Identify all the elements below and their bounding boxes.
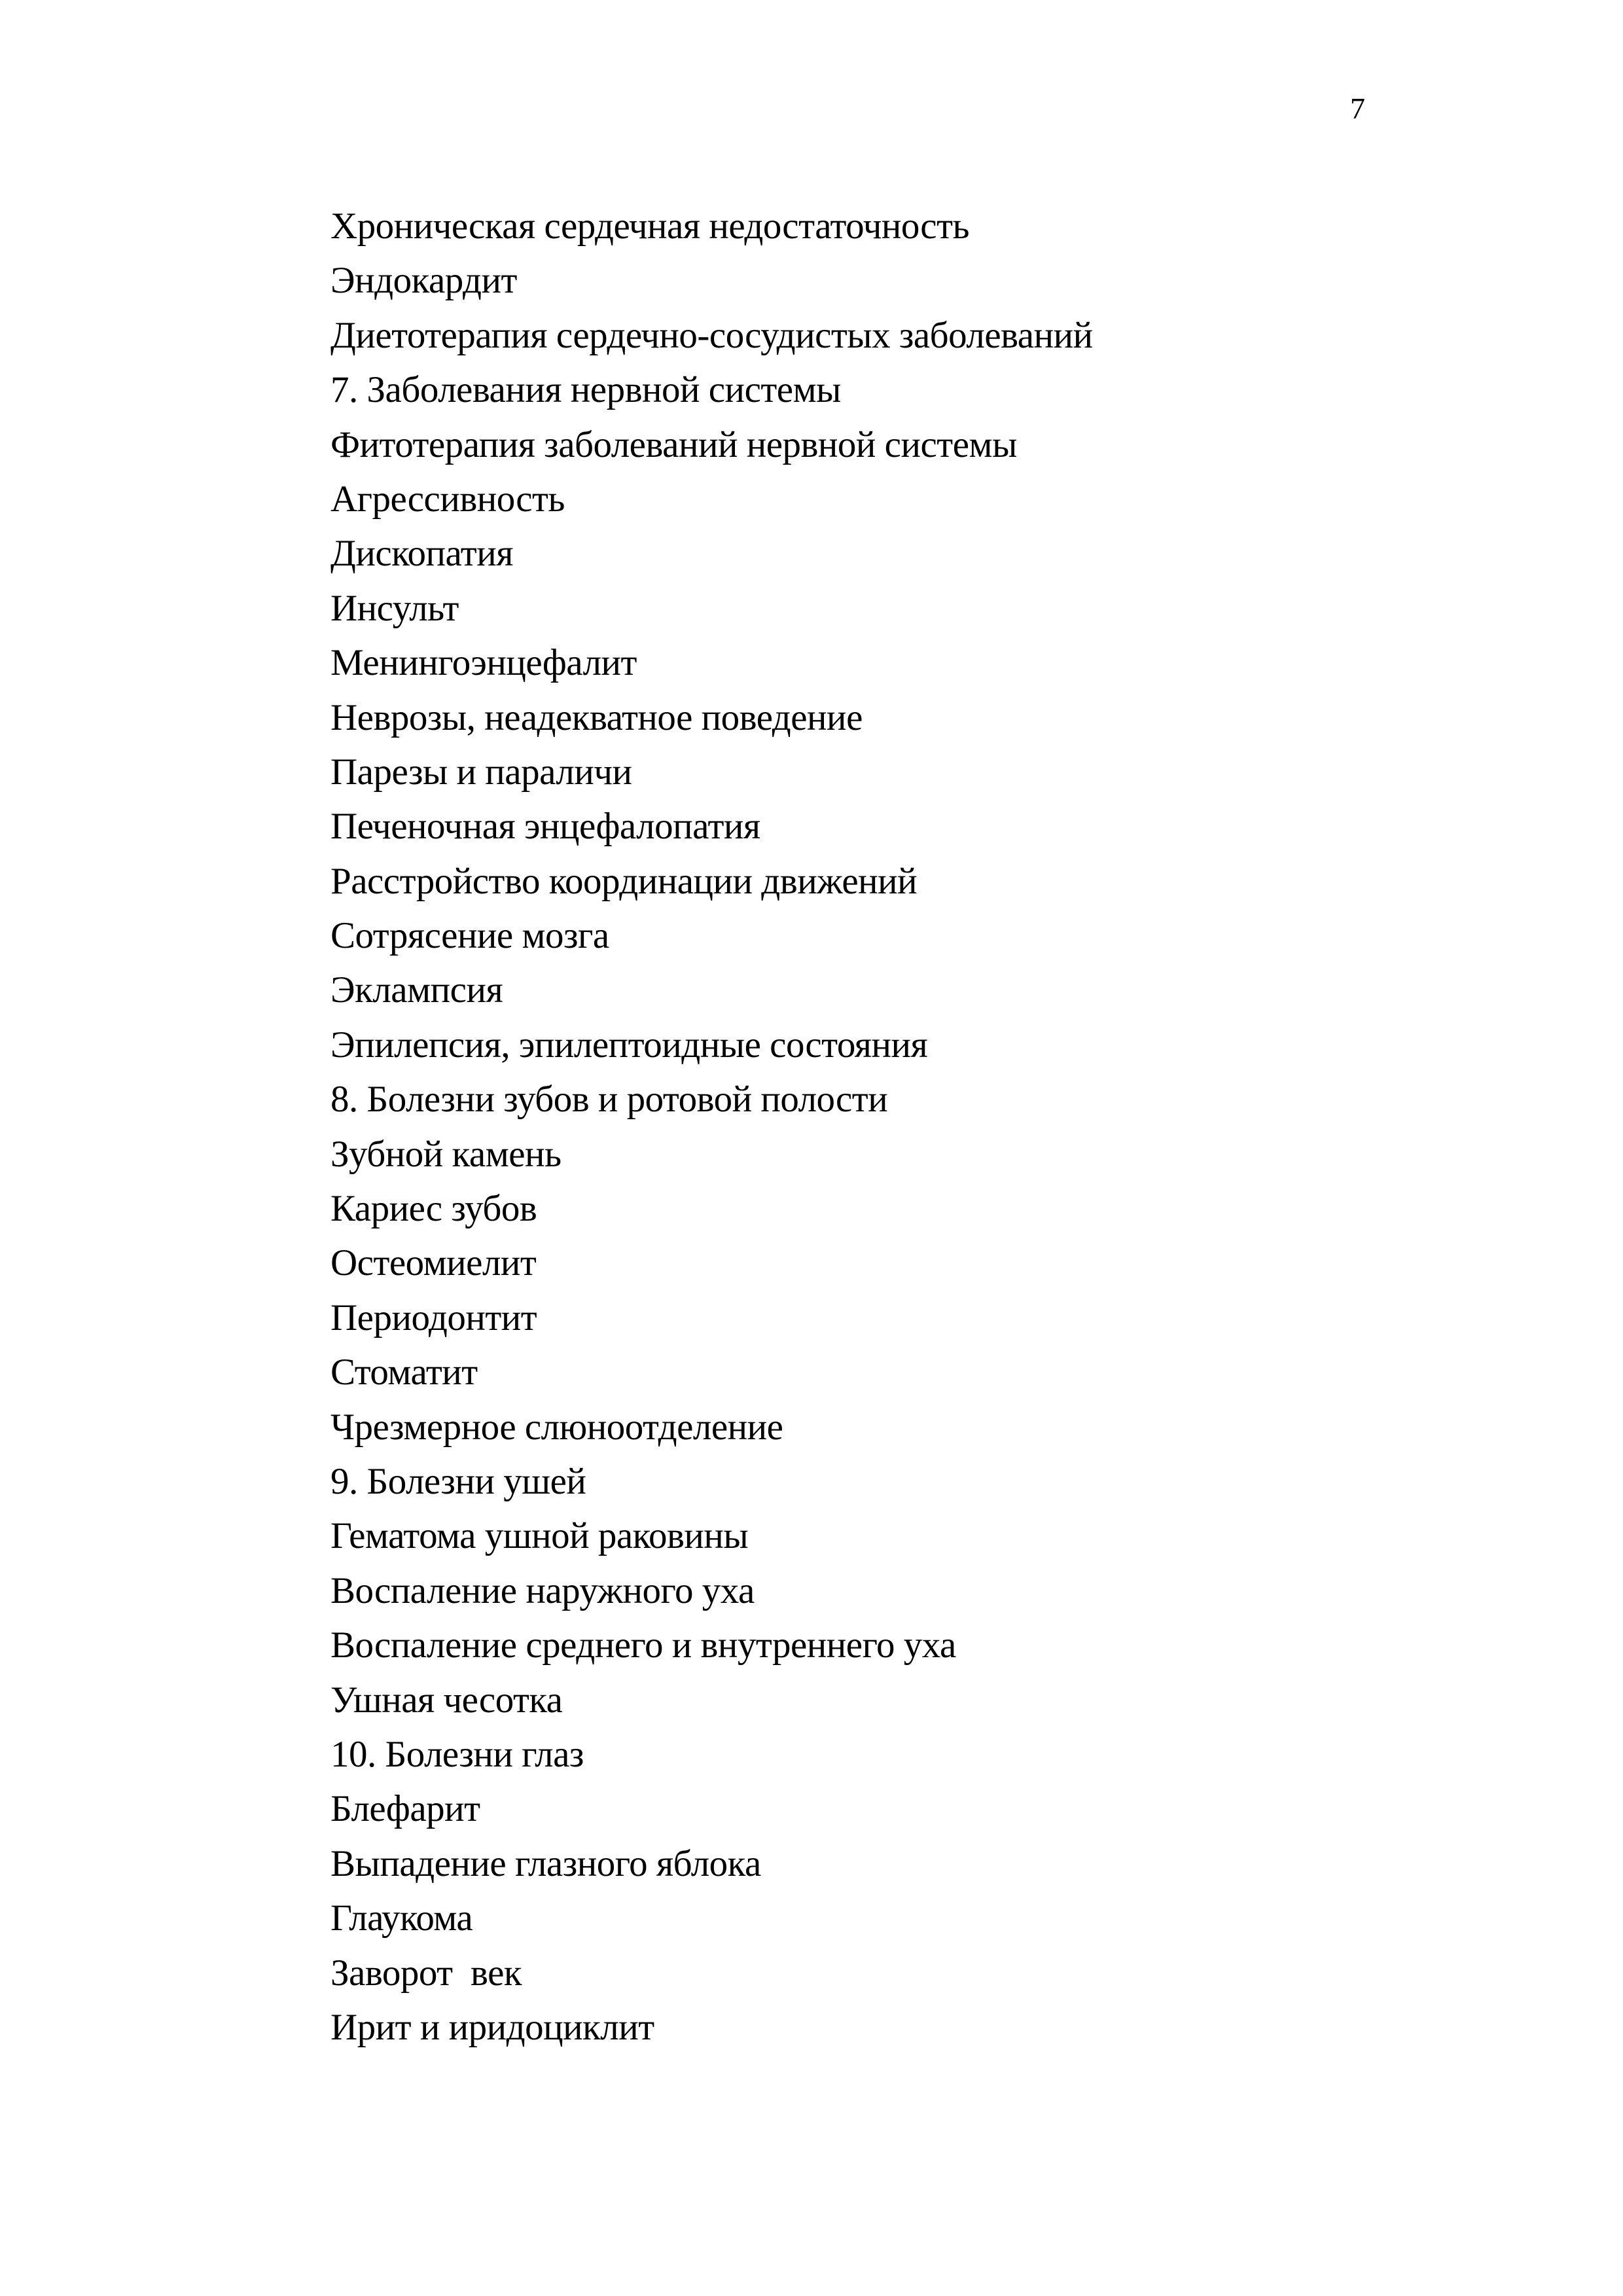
toc-section-heading-line: 7. Заболевания нервной системы [330, 369, 841, 411]
page-number: 7 [1350, 92, 1365, 125]
toc-entry-line: Хроническая сердечная недостаточность [330, 206, 969, 247]
toc-entry-line: Дископатия [330, 533, 513, 575]
toc-entry-line: Расстройство координации движений [330, 860, 918, 902]
toc-entry-line: Фитотерапия заболеваний нервной системы [330, 423, 1017, 465]
toc-entry-line: Зубной камень [330, 1133, 562, 1175]
toc-entry-line: Менингоэнцефалит [330, 642, 637, 684]
toc-list [330, 199, 1378, 2054]
toc-section-heading-line: 9. Болезни ушей [330, 1460, 586, 1502]
toc-entry-line: Остеомиелит [330, 1242, 537, 1284]
toc-entry-line: Глаукома [330, 1897, 473, 1939]
toc-entry-line: Чрезмерное слюноотделение [330, 1406, 783, 1448]
toc-entry-line: Печеночная энцефалопатия [330, 806, 760, 848]
toc-entry-line: Выпадение глазного яблока [330, 1842, 761, 1884]
toc-entry-line: Периодонтит [330, 1297, 537, 1338]
toc-entry-line: Воспаление наружного уха [330, 1570, 755, 1611]
toc-entry-line: Эндокардит [330, 260, 517, 302]
toc-entry-line: Воспаление среднего и внутреннего уха [330, 1624, 956, 1666]
toc-entry-line: Ушная чесотка [330, 1679, 563, 1721]
toc-entry-line: Агрессивность [330, 478, 565, 520]
toc-section-heading-line: 10. Болезни глаз [330, 1733, 584, 1775]
toc-entry-line: Кариес зубов [330, 1188, 537, 1230]
toc-entry-line: Неврозы, неадекватное поведение [330, 696, 863, 738]
toc-entry-line: Заворот век [330, 1952, 522, 1994]
toc-entry-line: Блефарит [330, 1788, 480, 1830]
toc-entry-line: Эпилепсия, эпилептоидные состояния [330, 1024, 928, 1066]
toc-section-heading-line: 8. Болезни зубов и ротовой полости [330, 1079, 888, 1121]
toc-entry-line: Гематома ушной раковины [330, 1515, 749, 1557]
toc-entry-line: Диетотерапия сердечно-сосудистых заболеваний [330, 314, 1093, 356]
toc-entry-line: Сотрясение мозга [330, 915, 609, 957]
toc-entry-line: Ирит и иридоциклит [330, 2006, 654, 2048]
toc-entry-line: Эклампсия [330, 969, 503, 1011]
toc-entry-line: Парезы и параличи [330, 751, 632, 793]
toc-entry-line: Инсульт [330, 587, 459, 629]
toc-entry-line: Стоматит [330, 1352, 478, 1393]
